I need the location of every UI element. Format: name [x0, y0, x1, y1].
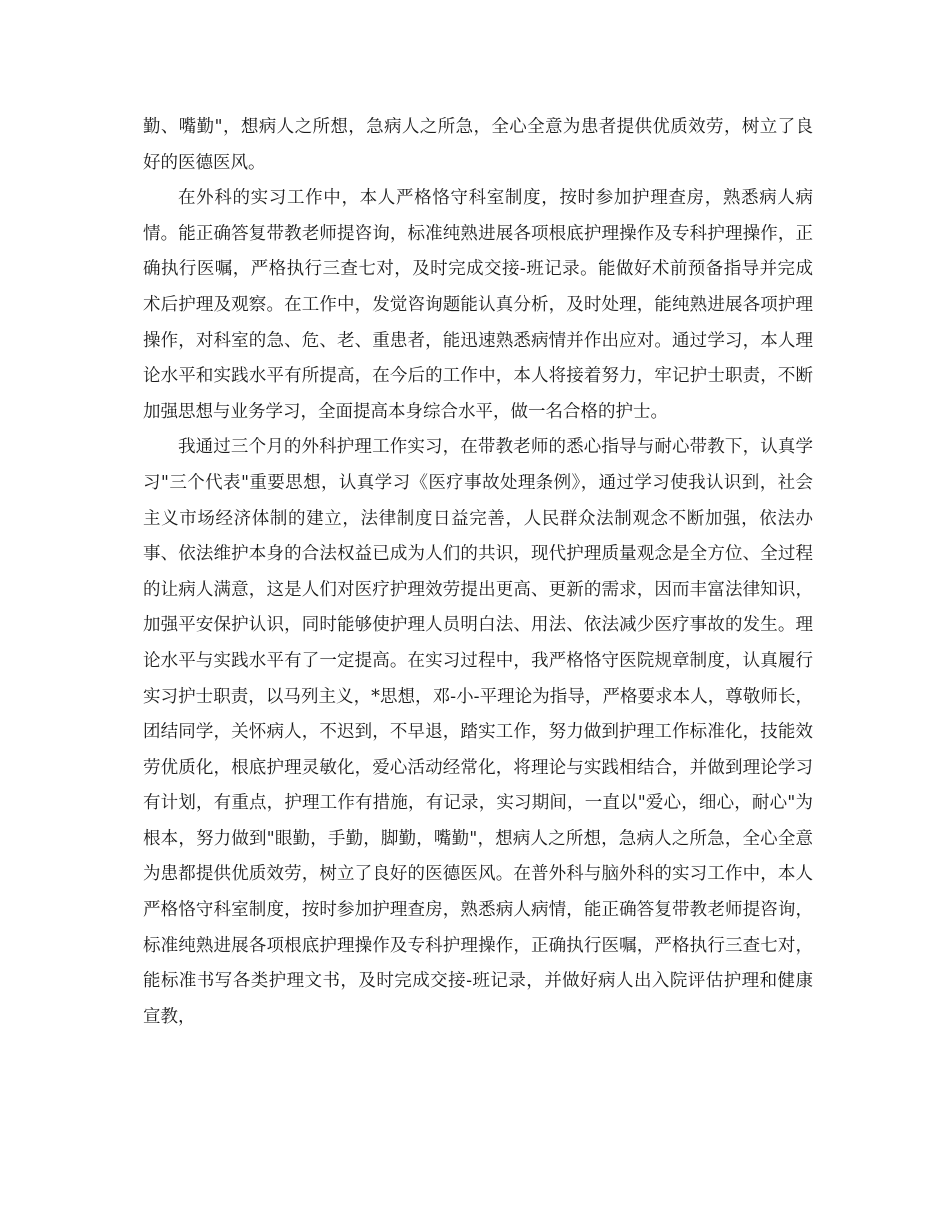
document-page	[143, 110, 813, 1035]
paragraph-3: 我通过三个月的外科护理工作实习，在带教老师的悉心指导与耐心带教下，认真学习"三个代表"重要思想，认真学习《医疗事故处理条例》，通过学习使我认识到，社会主义市场经济体制的建立，法律制度日益完善，人民群众法制观念不断加强，依法办事、依法维护本身的合法权益已成为人们的共识，现代护理质量观念是全方位、全过程的让病人满意，这是人们对医疗护理效劳提出更高、更新的需求，因而丰富法律知识，加强平安保护认识，同时能够使护理人员明白法、用法、依法减少医疗事故的发生。理论水平与实践水平有了一定提高。在实习过程中，我严格恪守医院规章制度，认真履行实习护士职责，以马列主义，*思想，邓-小-平理论为指导，严格要求本人，尊敬师长，团结同学，关怀病人，不迟到，不早退，踏实工作，努力做到护理工作标准化，技能效劳优质化，根底护理灵敏化，爱心活动经常化，将理论与实践相结合，并做到理论学习有计划，有重点，护理工作有措施，有记录，实习期间，一直以"爱心，细心，耐心"为根本，努力做到"眼勤，手勤，脚勤，嘴勤"，想病人之所想，急病人之所急，全心全意为患都提供优质效劳，树立了良好的医德医风。在普外科与脑外科的实习工作中，本人严格恪守科室制度，按时参加护理查房，熟悉病人病情，能正确答复带教老师提咨询，标准纯熟进展各项根底护理操作及专科护理操作，正确执行医嘱，严格执行三查七对，能标准书写各类护理文书，及时完成交接-班记录，并做好病人出入院评估护理和健康宣教，	[143, 437, 813, 1027]
paragraph-2: 在外科的实习工作中，本人严格恪守科室制度，按时参加护理查房，熟悉病人病情。能正确答复带教老师提咨询，标准纯熟进展各项根底护理操作及专科护理操作，正确执行医嘱，严格执行三查七对，及时完成交接-班记录。能做好术前预备指导并完成术后护理及观察。在工作中，发觉咨询题能认真分析，及时处理，能纯熟进展各项护理操作，对科室的急、危、老、重患者，能迅速熟悉病情并作出应对。通过学习，本人理论水平和实践水平有所提高，在今后的工作中，本人将接着努力，牢记护士职责，不断加强思想与业务学习，全面提高本身综合水平，做一名合格的护士。	[143, 188, 813, 422]
paragraph-1: 勤、嘴勤"，想病人之所想，急病人之所急，全心全意为患者提供优质效劳，树立了良好的医德医风。	[143, 117, 813, 173]
